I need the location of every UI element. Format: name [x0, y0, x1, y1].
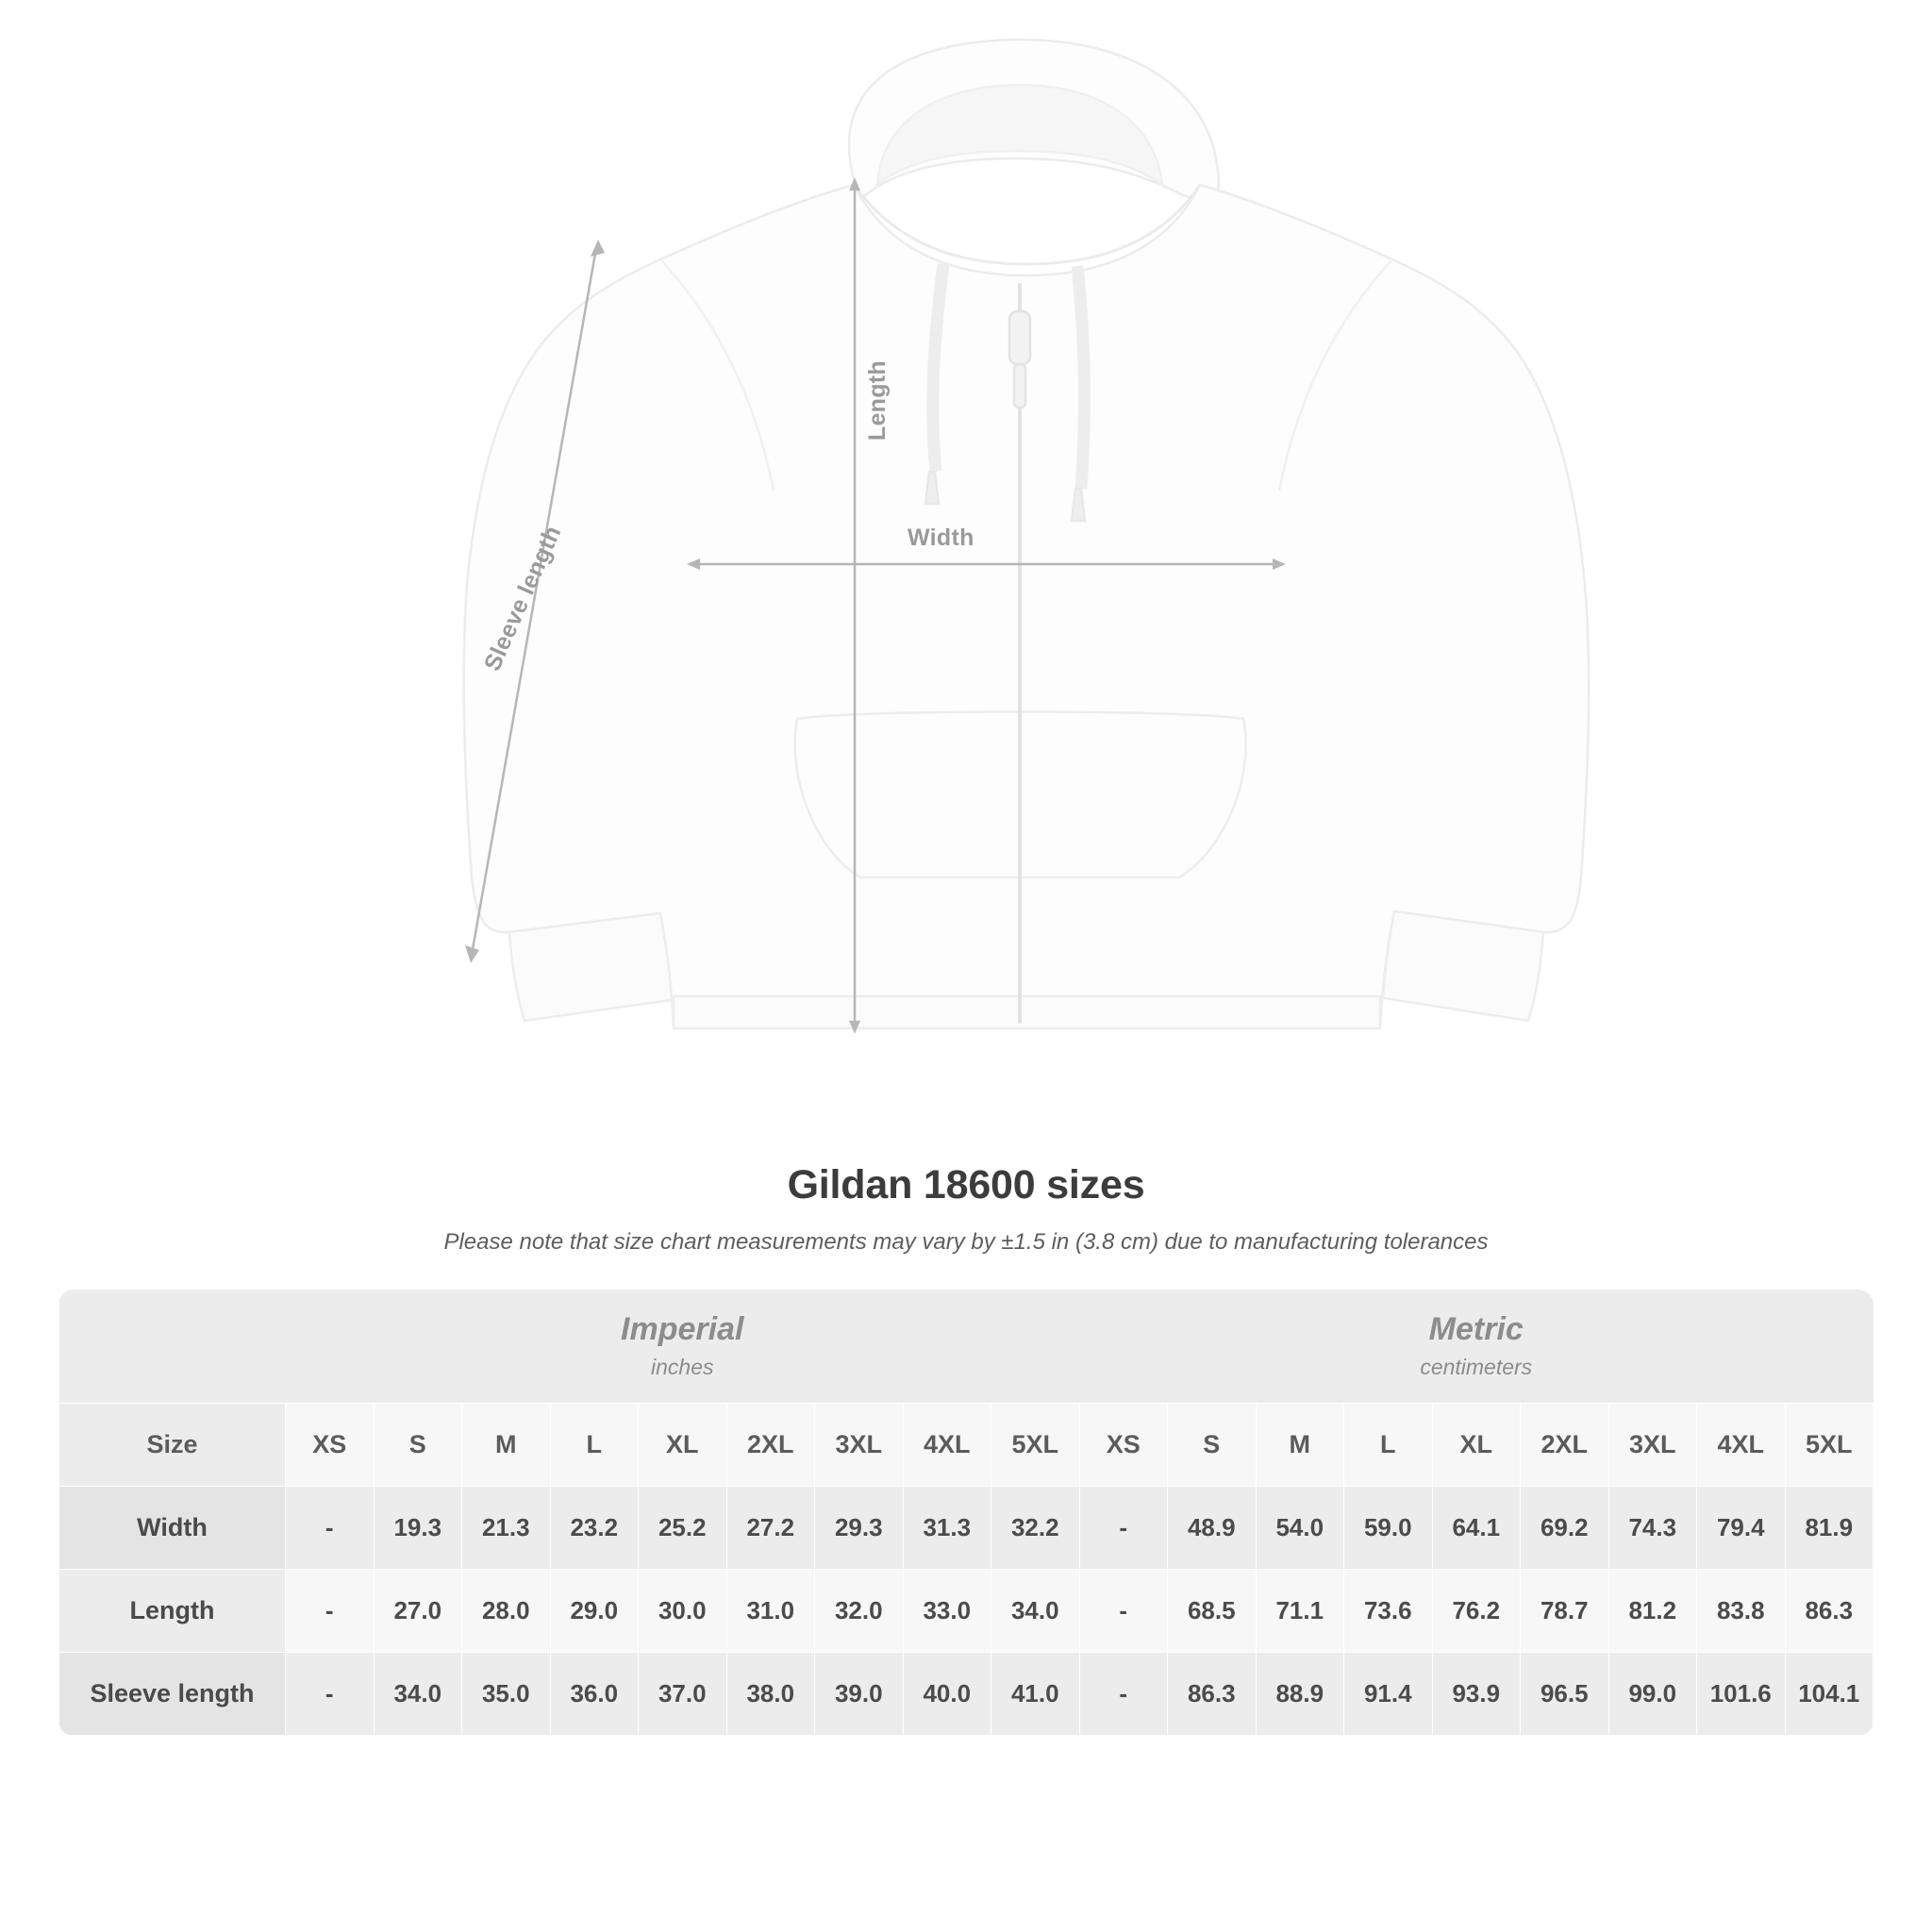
cell-sleeve-metric-m: 88.9	[1256, 1652, 1344, 1735]
size-header-row	[59, 1403, 1874, 1486]
cell-width-metric-s: 48.9	[1168, 1486, 1257, 1569]
cell-width-metric-2xl: 69.2	[1521, 1486, 1609, 1569]
size-header-label: Size	[59, 1403, 286, 1486]
table-row	[59, 1486, 1874, 1569]
table-corner	[59, 1290, 286, 1403]
col-header-imperial-m: M	[462, 1403, 551, 1486]
cell-sleeve-imperial-m: 35.0	[462, 1652, 551, 1735]
cell-sleeve-imperial-xs: -	[286, 1652, 375, 1735]
col-header-metric-3xl: 3XL	[1608, 1403, 1697, 1486]
col-header-imperial-xl: XL	[639, 1403, 727, 1486]
unit-group-imperial-name: Imperial	[621, 1310, 744, 1347]
cell-sleeve-metric-xl: 93.9	[1432, 1652, 1521, 1735]
col-header-metric-5xl: 5XL	[1785, 1403, 1874, 1486]
cell-sleeve-metric-l: 91.4	[1344, 1652, 1433, 1735]
cell-width-imperial-s: 19.3	[374, 1486, 462, 1569]
cell-sleeve-metric-xs: -	[1079, 1652, 1168, 1735]
table-row	[59, 1569, 1874, 1652]
cell-length-metric-2xl: 78.7	[1521, 1569, 1609, 1652]
unit-group-metric-name: Metric	[1428, 1310, 1524, 1347]
cell-width-metric-4xl: 79.4	[1697, 1486, 1786, 1569]
cell-sleeve-metric-5xl: 104.1	[1785, 1652, 1874, 1735]
cell-width-metric-5xl: 81.9	[1785, 1486, 1874, 1569]
unit-group-imperial-sub: inches	[651, 1354, 714, 1379]
col-header-metric-xs: XS	[1079, 1403, 1168, 1486]
cell-length-imperial-xl: 30.0	[639, 1569, 727, 1652]
row-label-width: Width	[59, 1486, 286, 1569]
col-header-metric-s: S	[1168, 1403, 1257, 1486]
table-row	[59, 1652, 1874, 1735]
col-header-metric-2xl: 2XL	[1521, 1403, 1609, 1486]
unit-group-row	[59, 1290, 1874, 1403]
row-label-length: Length	[59, 1569, 286, 1652]
cell-width-imperial-3xl: 29.3	[815, 1486, 904, 1569]
cell-width-metric-3xl: 74.3	[1608, 1486, 1697, 1569]
cell-width-imperial-xl: 25.2	[639, 1486, 727, 1569]
cell-width-imperial-xs: -	[286, 1486, 375, 1569]
col-header-metric-4xl: 4XL	[1697, 1403, 1786, 1486]
col-header-imperial-s: S	[374, 1403, 462, 1486]
cell-width-imperial-2xl: 27.2	[726, 1486, 815, 1569]
size-table-wrap	[58, 1290, 1874, 1736]
cell-sleeve-imperial-xl: 37.0	[639, 1652, 727, 1735]
cell-sleeve-imperial-2xl: 38.0	[726, 1652, 815, 1735]
cell-width-metric-l: 59.0	[1344, 1486, 1433, 1569]
cell-length-imperial-s: 27.0	[374, 1569, 462, 1652]
cell-sleeve-metric-4xl: 101.6	[1697, 1652, 1786, 1735]
title-block	[0, 1162, 1932, 1256]
col-header-imperial-2xl: 2XL	[726, 1403, 815, 1486]
cell-length-metric-m: 71.1	[1256, 1569, 1344, 1652]
unit-group-metric	[1079, 1290, 1874, 1403]
cell-length-imperial-5xl: 34.0	[991, 1569, 1080, 1652]
cell-length-metric-5xl: 86.3	[1785, 1569, 1874, 1652]
cell-width-imperial-m: 21.3	[462, 1486, 551, 1569]
cell-sleeve-metric-2xl: 96.5	[1521, 1652, 1609, 1735]
cell-sleeve-imperial-3xl: 39.0	[815, 1652, 904, 1735]
cell-sleeve-imperial-s: 34.0	[374, 1652, 462, 1735]
cell-length-imperial-l: 29.0	[550, 1569, 639, 1652]
cell-sleeve-imperial-l: 36.0	[550, 1652, 639, 1735]
cell-sleeve-imperial-5xl: 41.0	[991, 1652, 1080, 1735]
width-dimension-label: Width	[908, 525, 974, 551]
cell-length-metric-3xl: 81.2	[1608, 1569, 1697, 1652]
cell-width-metric-m: 54.0	[1256, 1486, 1344, 1569]
cell-length-imperial-m: 28.0	[462, 1569, 551, 1652]
cell-length-imperial-3xl: 32.0	[815, 1569, 904, 1652]
cell-length-metric-xl: 76.2	[1432, 1569, 1521, 1652]
cell-width-imperial-4xl: 31.3	[903, 1486, 991, 1569]
col-header-metric-xl: XL	[1432, 1403, 1521, 1486]
col-header-imperial-xs: XS	[286, 1403, 375, 1486]
cell-length-metric-xs: -	[1079, 1569, 1168, 1652]
cell-sleeve-metric-s: 86.3	[1168, 1652, 1257, 1735]
cell-length-metric-4xl: 83.8	[1697, 1569, 1786, 1652]
col-header-imperial-5xl: 5XL	[991, 1403, 1080, 1486]
cell-width-imperial-5xl: 32.2	[991, 1486, 1080, 1569]
cell-sleeve-metric-3xl: 99.0	[1608, 1652, 1697, 1735]
cell-length-imperial-xs: -	[286, 1569, 375, 1652]
length-dimension-label: Length	[864, 360, 891, 441]
row-label-sleeve-length: Sleeve length	[59, 1652, 286, 1735]
unit-group-imperial	[286, 1290, 1080, 1403]
cell-length-imperial-4xl: 33.0	[903, 1569, 991, 1652]
page-title: Gildan 18600 sizes	[787, 1162, 1145, 1208]
col-header-metric-m: M	[1256, 1403, 1344, 1486]
col-header-imperial-3xl: 3XL	[815, 1403, 904, 1486]
cell-length-imperial-2xl: 31.0	[726, 1569, 815, 1652]
sleeve-length-dimension-label: Sleeve length	[478, 522, 567, 675]
size-table	[58, 1290, 1874, 1736]
col-header-imperial-4xl: 4XL	[903, 1403, 991, 1486]
cell-width-metric-xl: 64.1	[1432, 1486, 1521, 1569]
col-header-imperial-l: L	[550, 1403, 639, 1486]
cell-length-metric-s: 68.5	[1168, 1569, 1257, 1652]
unit-group-metric-sub: centimeters	[1420, 1354, 1533, 1379]
cell-width-metric-xs: -	[1079, 1486, 1168, 1569]
cell-sleeve-imperial-4xl: 40.0	[903, 1652, 991, 1735]
col-header-metric-l: L	[1344, 1403, 1433, 1486]
cell-width-imperial-l: 23.2	[550, 1486, 639, 1569]
cell-length-metric-l: 73.6	[1344, 1569, 1433, 1652]
tolerance-note: Please note that size chart measurements may vary by ±1.5 in (3.8 cm) due to manufacturing tolerances	[443, 1229, 1489, 1255]
